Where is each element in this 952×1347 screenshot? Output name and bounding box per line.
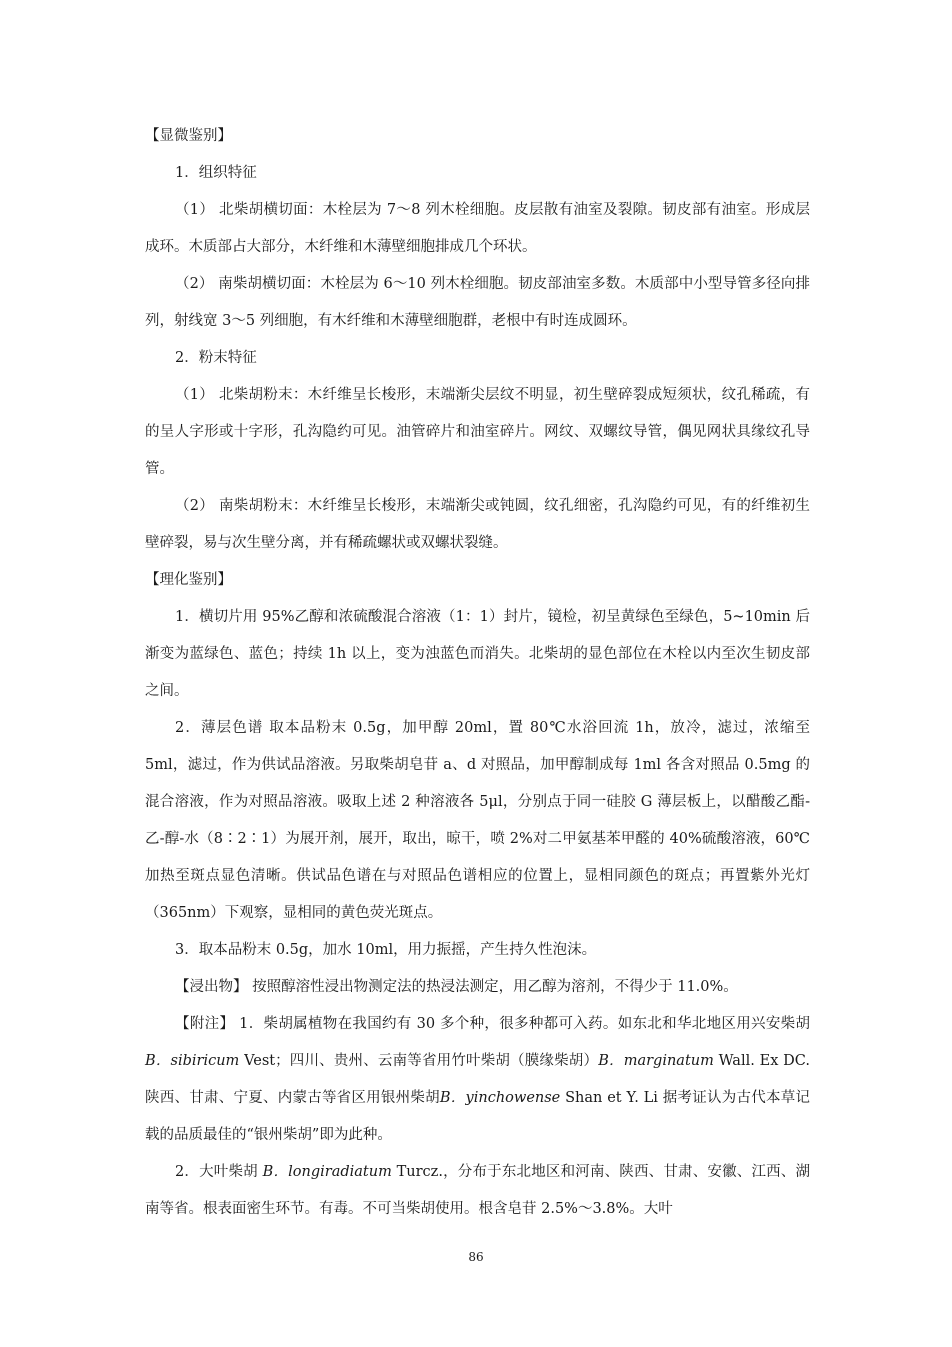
paragraph: 1．组织特征 bbox=[175, 165, 257, 181]
paragraph-note-1 bbox=[145, 1006, 810, 1154]
species-name: B．longiradiatum bbox=[262, 1164, 392, 1180]
paragraph: 3．取本品粉末 0.5g，加水 10ml，用力振摇，产生持久性泡沫。 bbox=[175, 942, 597, 958]
paragraph: （1） 北柴胡粉末：木纤维呈长梭形，末端渐尖层纹不明显，初生壁碎裂成短须状，纹孔稀疏，有的呈人字形或十字形，孔沟隐约可见。油管碎片和油室碎片。网纹、双螺纹导管，偶见网状具缘纹孔导管。 bbox=[145, 387, 810, 477]
paragraph: （2） 南柴胡粉末：木纤维呈长梭形，末端渐尖或钝圆，纹孔细密，孔沟隐约可见，有的纤维初生壁碎裂，易与次生壁分离，并有稀疏螺状或双螺状裂缝。 bbox=[145, 498, 810, 551]
paragraph: 1．横切片用 95%乙醇和浓硫酸混合溶液（1：1）封片，镜检，初呈黄绿色至绿色，5~10min 后渐变为蓝绿色、蓝色；持续 1h 以上，变为浊蓝色而消失。北柴胡的显色部位在木栓以内至次生韧皮部之间。 bbox=[145, 609, 810, 699]
text-run: Wall. Ex DC. 陕西、甘肃、宁夏、内蒙古等省区用银州柴胡 bbox=[145, 1053, 810, 1106]
paragraph: 2．薄层色谱 取本品粉末 0.5g，加甲醇 20ml，置 80℃水浴回流 1h，放冷，滤过，浓缩至 5ml，滤过，作为供试品溶液。另取柴胡皂苷 a、d 对照品，加甲醇制成每 1ml 各含对照品 0.5mg 的混合溶液，作为对照品溶液。吸取上述 2 种溶液各 5μl，分别点于同一硅胶 G 薄层板上，以醋酸乙酯-乙-醇-水（8∶2∶1）为展开剂，展开，取出，晾干，喷 2%对二甲氨基苯甲醛的 40%硫酸溶液，60℃加热至斑点显色清晰。供试品色谱在与对照品色谱相应的位置上，显相同颜色的斑点；再置紫外光灯（365nm）下观察，显相同的黄色荧光斑点。 bbox=[145, 720, 810, 921]
text-run: 【附注】 1．柴胡属植物在我国约有 30 多个种，很多种都可入药。如东北和华北地区用兴安柴胡 bbox=[175, 1016, 810, 1032]
page-body bbox=[145, 118, 810, 1228]
paragraph: （1） 北柴胡横切面：木栓层为 7～8 列木栓细胞。皮层散有油室及裂隙。韧皮部有油室。形成层成环。木质部占大部分，木纤维和木薄壁细胞排成几个环状。 bbox=[145, 202, 810, 255]
paragraph: 2．粉末特征 bbox=[175, 350, 257, 366]
species-name: B．marginatum bbox=[598, 1053, 714, 1069]
species-name: B．yinchowense bbox=[439, 1090, 561, 1106]
paragraph-note-2 bbox=[145, 1154, 810, 1228]
species-name: B．sibiricum bbox=[145, 1053, 240, 1069]
text-run: Turcz.，分布于东北地区和河南、陕西、甘肃、安徽、江西、湖南等省。根表面密生环节。有毒。不可当柴胡使用。根含皂苷 2.5%～3.8%。大叶 bbox=[145, 1164, 810, 1217]
page-number: 86 bbox=[468, 1250, 484, 1264]
text-run: Shan et Y. Li 据考证认为古代本草记载的品质最佳的“银州柴胡”即为此种。 bbox=[145, 1090, 810, 1143]
section-heading-physicochemical: 【理化鉴别】 bbox=[145, 572, 232, 588]
text-run: 2．大叶柴胡 bbox=[175, 1164, 263, 1180]
paragraph: （2） 南柴胡横切面：木栓层为 6～10 列木栓细胞。韧皮部油室多数。木质部中小型导管多径向排列，射线宽 3～5 列细胞，有木纤维和木薄壁细胞群，老根中有时连成圆环。 bbox=[145, 276, 810, 329]
text-run: Vest；四川、贵州、云南等省用竹叶柴胡（膜缘柴胡） bbox=[239, 1053, 599, 1069]
section-heading-microscopic: 【显微鉴别】 bbox=[145, 128, 232, 144]
paragraph-extract: 【浸出物】 按照醇溶性浸出物测定法的热浸法测定，用乙醇为溶剂，不得少于 11.0%。 bbox=[175, 979, 738, 995]
